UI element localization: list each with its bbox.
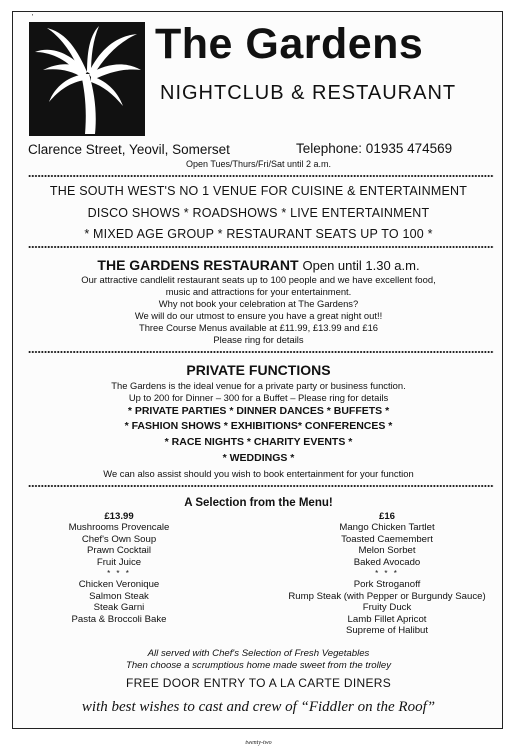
menu-item: Fruit Juice (96, 556, 142, 568)
restaurant-heading (0, 257, 517, 273)
palm-tree-icon (29, 22, 145, 136)
menu-separator: * * * (107, 569, 131, 579)
menu-title: A Selection from the Menu! (184, 497, 333, 509)
menu-item: Fruity Duck (362, 602, 412, 614)
menu-price: £16 (378, 511, 395, 522)
menu-item: Chicken Veronique (78, 579, 160, 591)
palm-tree-logo-graphic (29, 22, 145, 136)
page-subtitle: NIGHTCLUB & RESTAURANT (160, 82, 457, 104)
menu-item: Prawn Cocktail (87, 545, 151, 557)
menu-item: Mango Chicken Tartlet (339, 522, 435, 534)
functions-highlight: * PRIVATE PARTIES * DINNER DANCES * BUFFETS * (127, 405, 390, 417)
functions-highlight: * WEDDINGS * (222, 452, 295, 464)
restaurant-text: Why not book your celebration at The Gardens? (158, 298, 359, 309)
star-divider (28, 174, 494, 178)
restaurant-text: Our attractive candlelit restaurant seats up to 100 people and we have excellent food, (81, 274, 436, 285)
functions-highlight: * FASHION SHOWS * EXHIBITIONS* CONFERENCES * (124, 420, 393, 432)
functions-text: The Gardens is the ideal venue for a private party or business function. (111, 380, 406, 391)
venue-line: DISCO SHOWS * ROADSHOWS * LIVE ENTERTAINMENT (87, 206, 430, 220)
best-wishes: with best wishes to cast and crew of “Fiddler on the Roof” (81, 699, 436, 715)
restaurant-hours: Open until 1.30 a.m. (302, 258, 420, 273)
restaurant-text: Three Course Menus available at £11.99, £13.99 and £16 (138, 322, 379, 333)
menu-column-right (277, 511, 497, 636)
restaurant-text: music and attractions for your entertainment. (165, 286, 352, 297)
menu-item: Salmon Steak (89, 590, 149, 602)
opening-hours: Open Tues/Thurs/Fri/Sat until 2 a.m. (185, 159, 332, 169)
menu-item: Baked Avocado (353, 556, 421, 568)
menu-item: Lamb Fillet Apricot (347, 613, 427, 625)
telephone: Telephone: 01935 474569 (296, 141, 453, 156)
venue-line: * MIXED AGE GROUP * RESTAURANT SEATS UP TO 100 * (84, 227, 433, 241)
star-divider (28, 484, 494, 488)
menu-note: All served with Chef's Selection of Fresh Vegetables (147, 648, 370, 659)
menu-item: Rump Steak (with Pepper or Burgundy Sauce) (288, 590, 486, 602)
corner-mark: ' (32, 14, 34, 21)
menu-item: Melon Sorbet (358, 545, 416, 557)
star-divider (28, 245, 494, 249)
functions-highlight: * RACE NIGHTS * CHARITY EVENTS * (164, 436, 353, 448)
restaurant-text: We will do our utmost to ensure you have a great night out!! (134, 310, 383, 321)
functions-title: PRIVATE FUNCTIONS (186, 362, 331, 378)
free-entry-notice: FREE DOOR ENTRY TO A LA CARTE DINERS (125, 676, 392, 690)
menu-item: Mushrooms Provencale (68, 522, 170, 534)
functions-footer: We can also assist should you wish to book entertainment for your function (103, 468, 414, 479)
address: Clarence Street, Yeovil, Somerset (28, 142, 230, 157)
functions-text: Up to 200 for Dinner – 300 for a Buffet – Please ring for details (128, 392, 389, 403)
menu-item: Toasted Caemembert (341, 533, 433, 545)
menu-item: Pork Stroganoff (353, 579, 421, 591)
menu-item: Steak Garni (93, 602, 145, 614)
menu-item: Supreme of Halibut (345, 625, 429, 637)
menu-price: £13.99 (104, 511, 134, 522)
restaurant-text: Please ring for details (213, 334, 304, 345)
menu-column-left (19, 511, 219, 625)
menu-note: Then choose a scrumptious home made sweet from the trolley (125, 660, 392, 671)
star-divider (28, 350, 494, 354)
menu-item: Pasta & Broccoli Bake (71, 613, 167, 625)
menu-item: Chef's Own Soup (81, 533, 157, 545)
menu-separator: * * * (375, 569, 399, 579)
restaurant-title: THE GARDENS RESTAURANT (97, 257, 299, 273)
venue-line: THE SOUTH WEST'S NO 1 VENUE FOR CUISINE & ENTERTAINMENT (49, 184, 468, 198)
page-title: The Gardens (155, 20, 424, 68)
page-number: twenty-two (245, 740, 272, 746)
